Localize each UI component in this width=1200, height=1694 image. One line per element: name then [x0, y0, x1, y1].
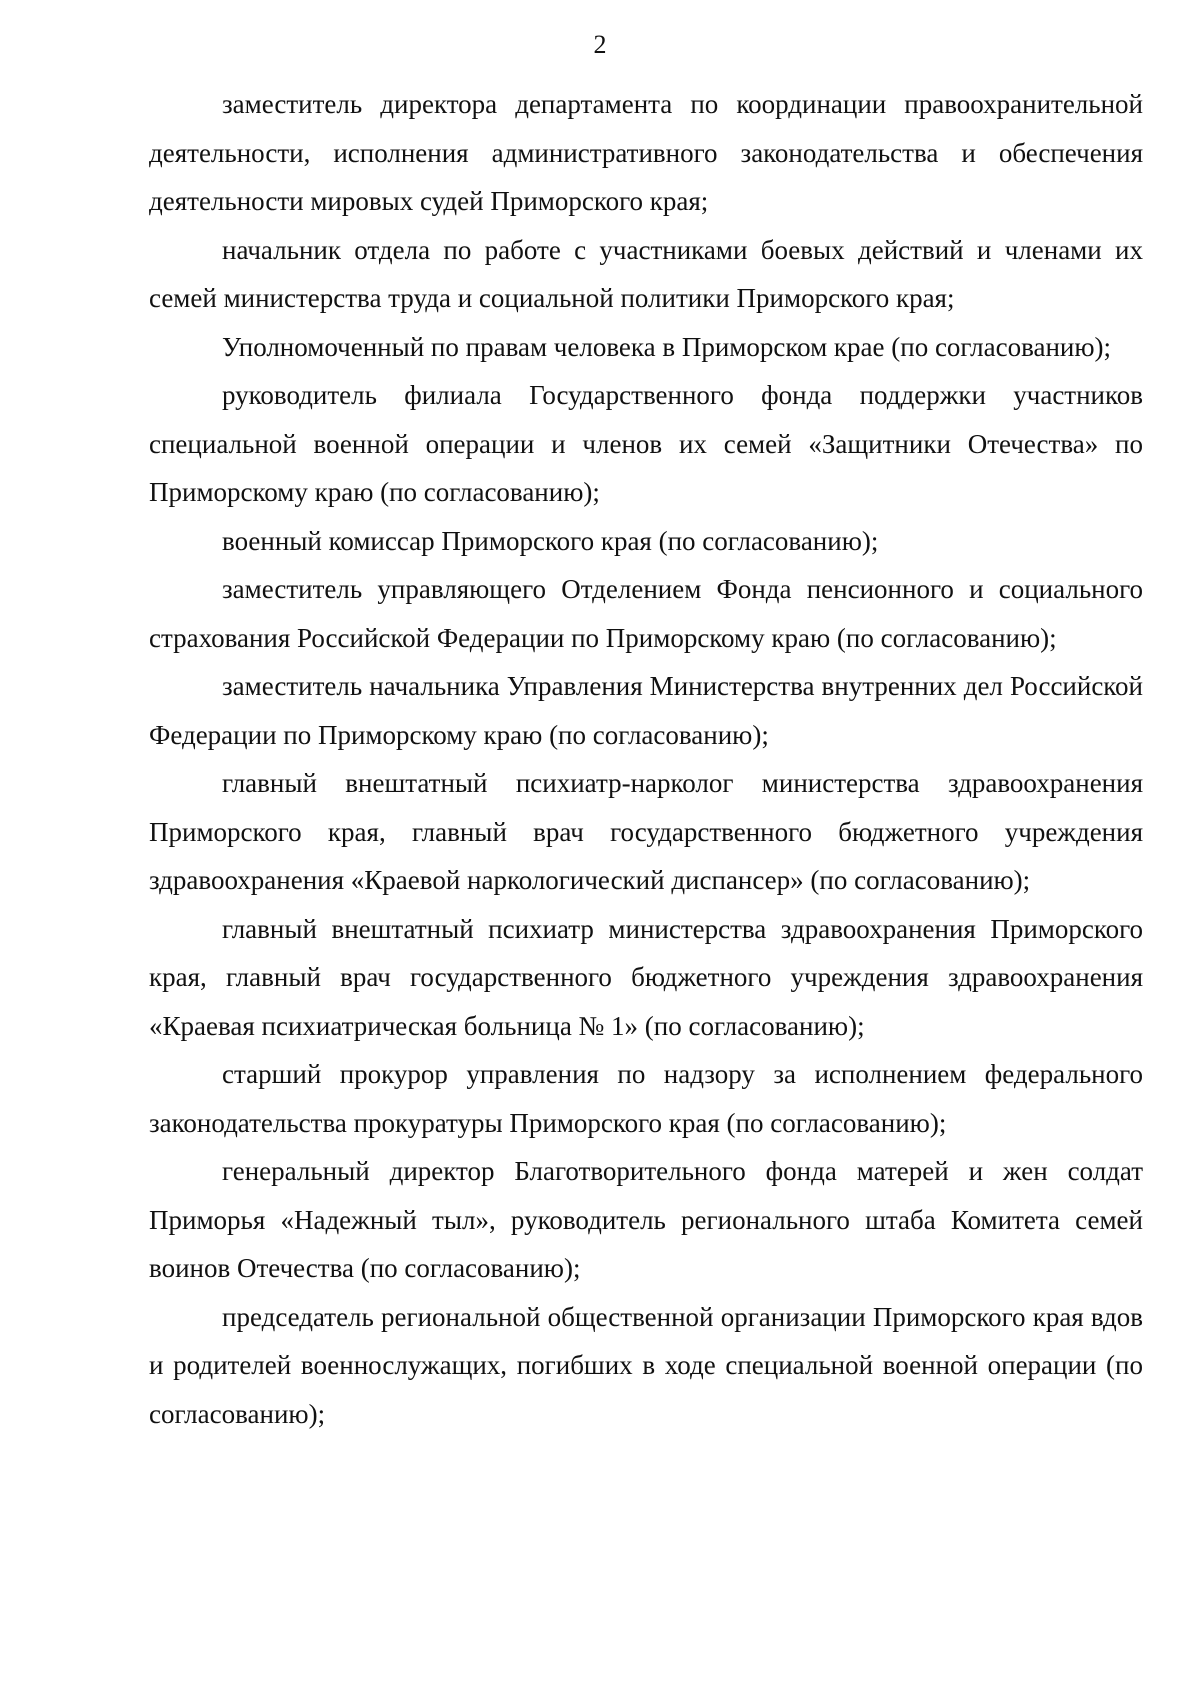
paragraph: председатель региональной общественной организации Приморского края вдов и родителей военнослужащих, погибших в ходе специальной военной операции (по согласованию);	[149, 1301, 1143, 1429]
paragraph: заместитель директора департамента по координации правоохранительной деятельности, исполнения административного законодательства и обеспечения деятельности мировых судей Приморского края;	[149, 89, 1143, 216]
paragraph: главный внештатный психиатр министерства здравоохранения Приморского края, главный врач государственного бюджетного учреждения здравоохранения «Краевая психиатрическая больница № 1» (по согласованию);	[149, 913, 1143, 1041]
paragraph: заместитель управляющего Отделением Фонда пенсионного и социального страхования Российской Федерации по Приморскому краю (по согласованию);	[149, 574, 1143, 653]
paragraph: заместитель начальника Управления Министерства внутренних дел Российской Федерации по Приморскому краю (по согласованию);	[149, 671, 1143, 750]
paragraph: Уполномоченный по правам человека в Приморском крае (по согласованию);	[222, 331, 1112, 362]
paragraph: старший прокурор управления по надзору за исполнением федерального законодательства прокуратуры Приморского края (по согласованию);	[149, 1059, 1143, 1138]
paragraph: руководитель филиала Государственного фонда поддержки участников специальной военной операции и членов их семей «Защитники Отечества» по Приморскому краю (по согласованию);	[149, 380, 1143, 507]
document-body	[149, 80, 1143, 1438]
paragraph: военный комиссар Приморского края (по согласованию);	[222, 525, 879, 556]
page-number: 2	[593, 30, 607, 59]
paragraph: главный внештатный психиатр-нарколог министерства здравоохранения Приморского края, главный врач государственного бюджетного учреждения здравоохранения «Краевой наркологический диспансер» (по согласованию);	[149, 768, 1143, 895]
paragraph: начальник отдела по работе с участниками боевых действий и членами их семей министерства труда и социальной политики Приморского края;	[149, 234, 1143, 313]
paragraph: генеральный директор Благотворительного фонда матерей и жен солдат Приморья «Надежный тыл», руководитель регионального штаба Комитета семей воинов Отечества (по согласованию);	[149, 1156, 1143, 1283]
